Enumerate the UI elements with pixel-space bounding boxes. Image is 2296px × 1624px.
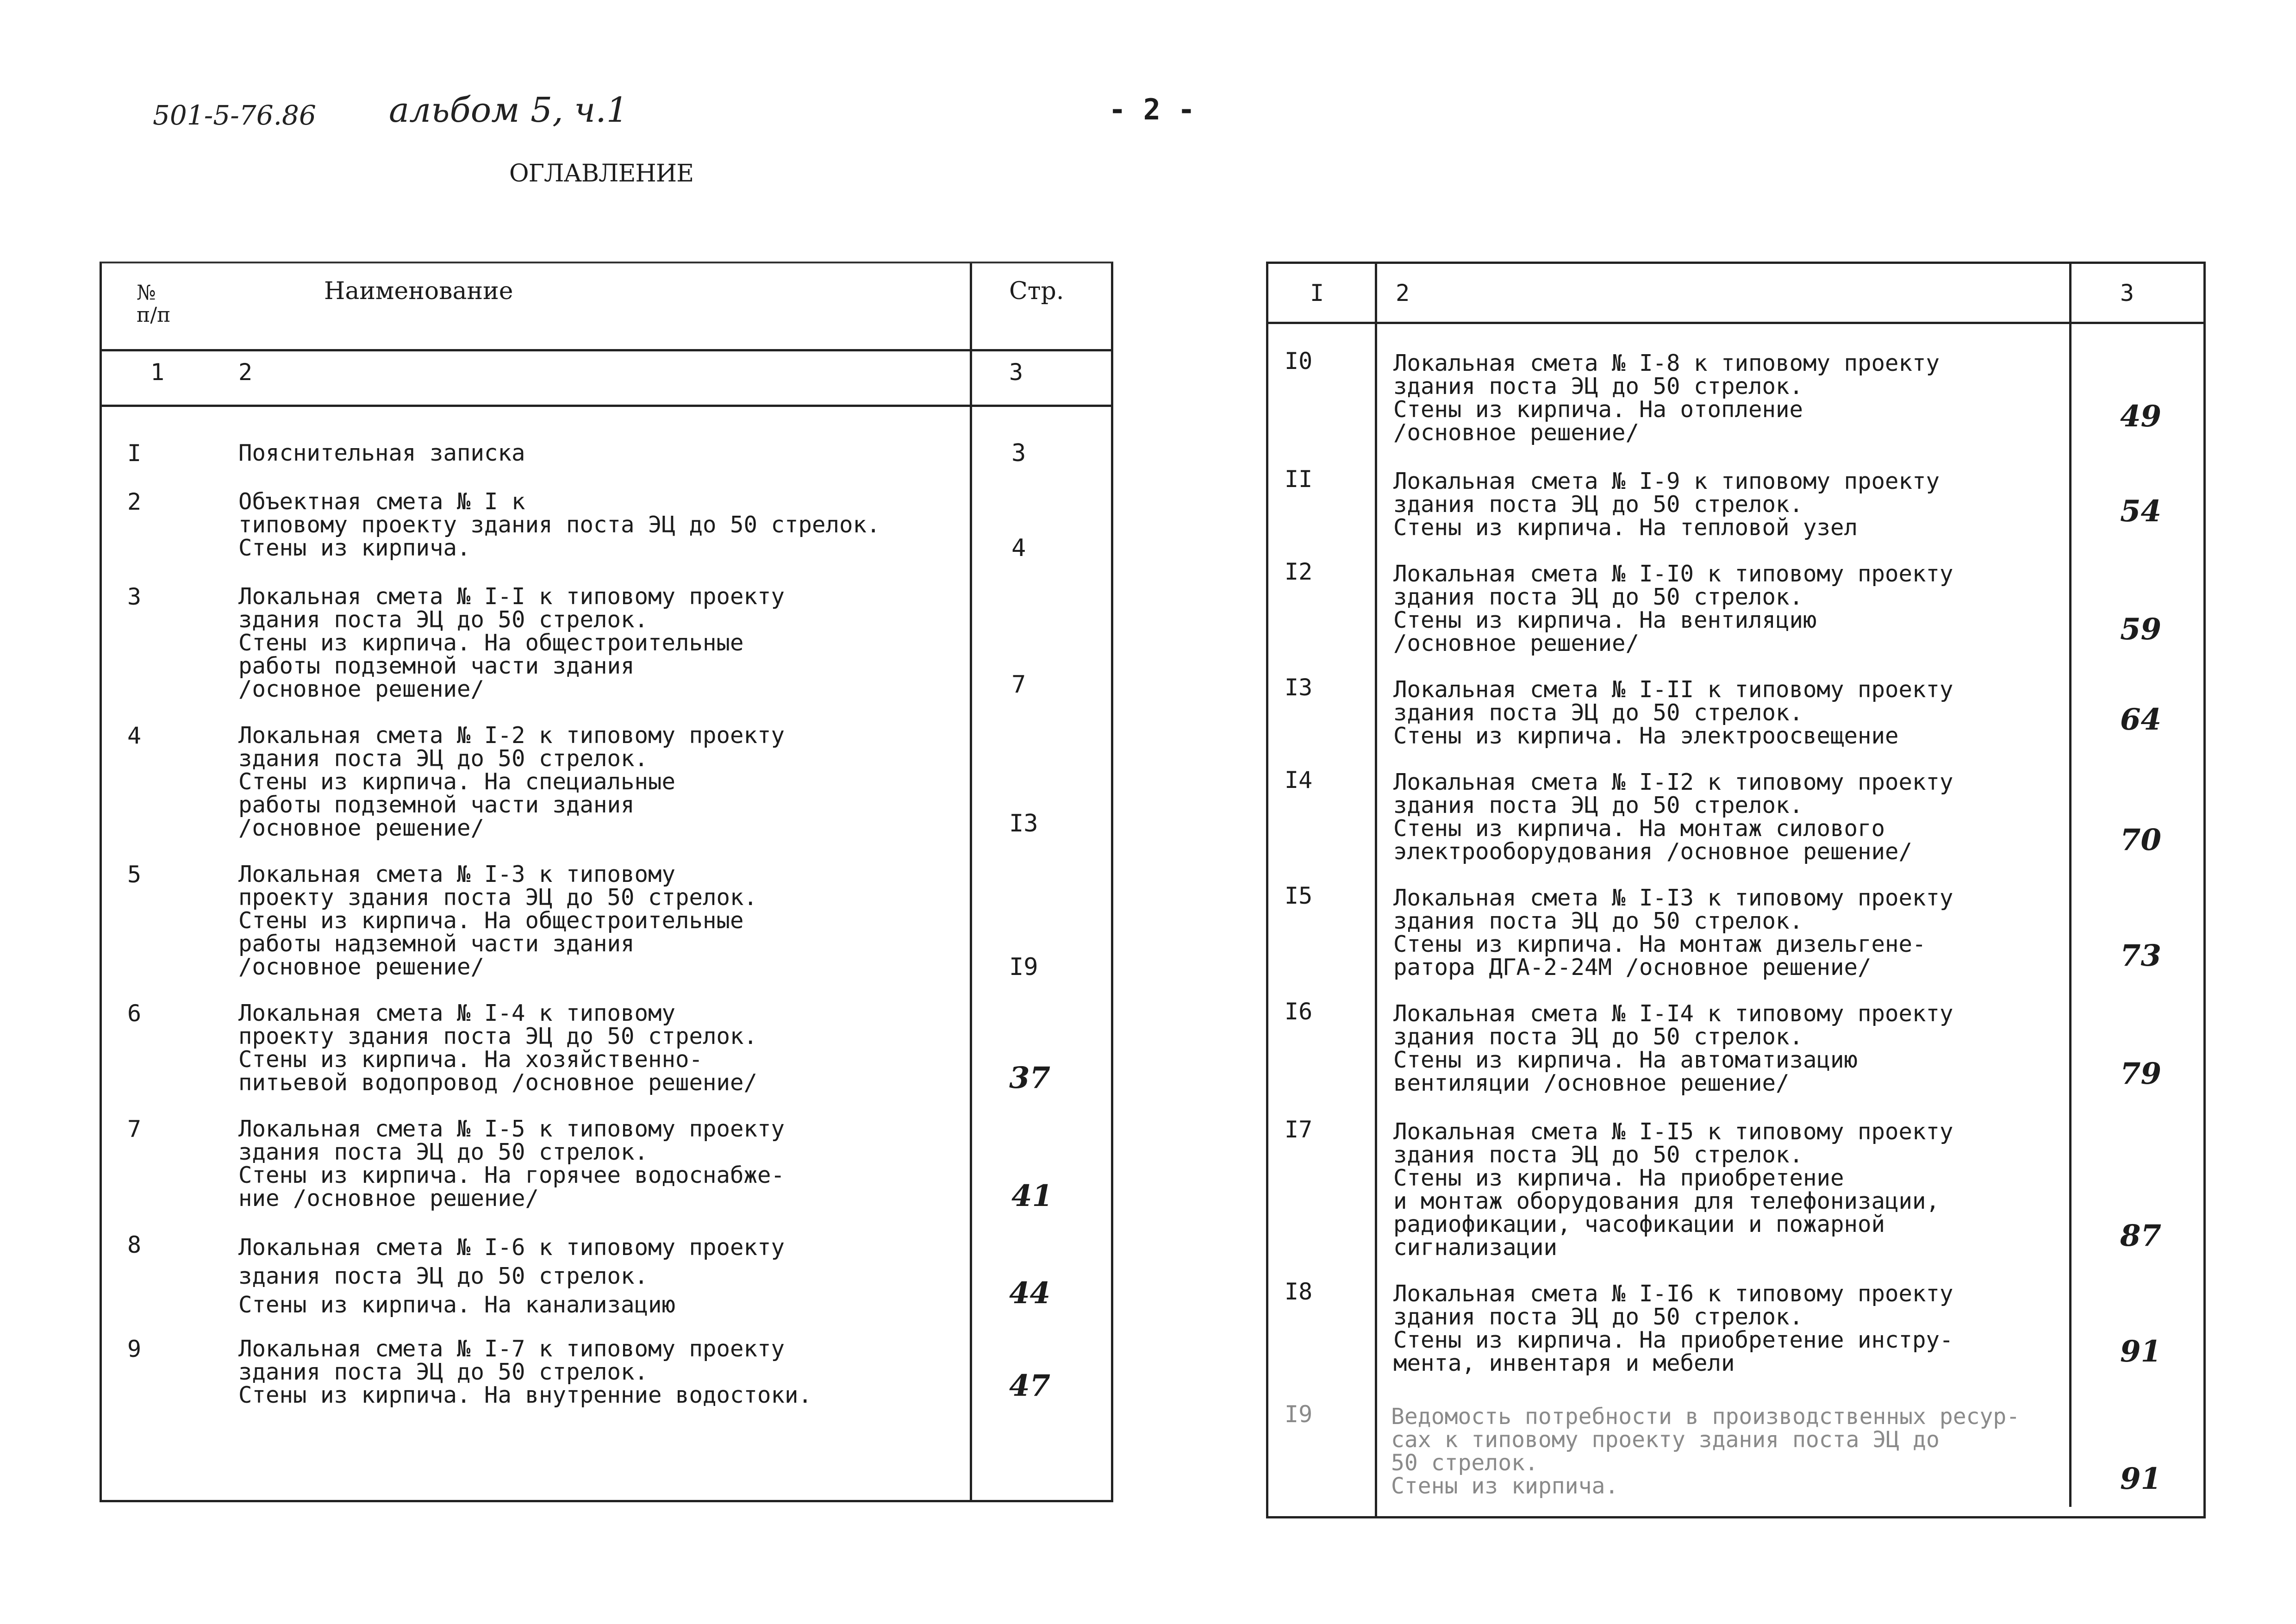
row-name: Локальная смета № I-I3 к типовому проекту здания поста ЭЦ до 50 стрелок. Стены из кирпича. На монтаж дизельгене- ратора ДГА-2-24М /основное решение/	[1393, 885, 1953, 981]
row-number: I4	[1285, 767, 1313, 793]
row-number: I	[127, 440, 142, 467]
row-name: Локальная смета № I-I0 к типовому проекту здания поста ЭЦ до 50 стрелок. Стены из кирпича. На вентиляцию /основное решение/	[1393, 561, 1953, 656]
row-page: 91	[2120, 1462, 2162, 1496]
row-name: Локальная смета № I-I4 к типовому проекту здания поста ЭЦ до 50 стрелок. Стены из кирпича. На автоматизацию вентиляции /основное решение/	[1393, 1000, 1953, 1096]
row-number: 4	[127, 722, 142, 749]
album-label: альбом 5, ч.1	[389, 90, 628, 130]
row-number: I0	[1285, 348, 1313, 375]
row-number: I7	[1285, 1116, 1313, 1143]
row-page: I3	[1009, 810, 1038, 837]
toc-table-right	[1266, 262, 2206, 1518]
row-page: 70	[2120, 823, 2162, 857]
row-name: Локальная смета № I-I6 к типовому проекту здания поста ЭЦ до 50 стрелок. Стены из кирпича. На приобретение инстру- мента, инвентаря и мебели	[1393, 1280, 1953, 1376]
row-number: I5	[1285, 882, 1313, 909]
col-number-2: 2	[238, 359, 253, 386]
row-name: Локальная смета № I-I к типовому проекту здания поста ЭЦ до 50 стрелок. Стены из кирпича. На общестроительные работы подземной части здания /основное решение/	[238, 583, 785, 702]
row-name: Локальная смета № I-9 к типовому проекту здания поста ЭЦ до 50 стрелок. Стены из кирпича. На тепловой узел	[1393, 468, 1940, 541]
col-number-1: I	[1310, 280, 1324, 306]
row-page: 3	[1011, 439, 1026, 467]
row-name: Пояснительная записка	[238, 440, 525, 466]
row-number: I8	[1285, 1278, 1313, 1305]
row-number: I9	[1285, 1401, 1313, 1428]
row-name: Локальная смета № I-3 к типовому проекту здания поста ЭЦ до 50 стрелок. Стены из кирпича. На общестроительные работы надземной части здания /основное решение/	[238, 861, 758, 980]
row-page: 49	[2120, 399, 2162, 434]
row-number: II	[1285, 466, 1313, 493]
column-divider	[970, 263, 972, 1500]
col-number-2: 2	[1396, 280, 1410, 306]
row-name: Локальная смета № I-7 к типовому проекту здания поста ЭЦ до 50 стрелок. Стены из кирпича. На внутренние водостоки.	[238, 1336, 812, 1408]
header-page: Стр.	[1009, 277, 1064, 305]
column-divider	[1375, 264, 1377, 1516]
row-page: I9	[1009, 953, 1038, 981]
col-number-1: 1	[150, 359, 165, 386]
row-name: Локальная смета № I-2 к типовому проекту здания поста ЭЦ до 50 стрелок. Стены из кирпича. На специальные работы подземной части здания /основное решение/	[238, 722, 785, 841]
row-divider	[102, 405, 1111, 407]
row-name: Локальная смета № I-6 к типовому проекту здания поста ЭЦ до 50 стрелок. Стены из кирпича. На канализацию	[238, 1234, 785, 1318]
row-page: 91	[2120, 1334, 2162, 1369]
row-name: Локальная смета № I-5 к типовому проекту здания поста ЭЦ до 50 стрелок. Стены из кирпича. На горячее водоснабже- ние /основное решение/	[238, 1116, 785, 1212]
row-number: 8	[127, 1231, 142, 1258]
row-page: 59	[2120, 612, 2162, 647]
row-page: 7	[1011, 671, 1026, 699]
page-number: - 2 -	[1109, 93, 1195, 126]
row-divider	[1268, 322, 2203, 324]
row-page: 41	[1011, 1179, 1053, 1213]
row-name: Локальная смета № I-4 к типовому проекту здания поста ЭЦ до 50 стрелок. Стены из кирпича. На хозяйственно- питьевой водопровод /основное решение/	[238, 1000, 758, 1096]
row-page: 37	[1009, 1061, 1051, 1095]
row-number: 3	[127, 583, 142, 610]
row-name: Локальная смета № I-8 к типовому проекту здания поста ЭЦ до 50 стрелок. Стены из кирпича. На отопление /основное решение/	[1393, 350, 1940, 446]
toc-table-left	[100, 262, 1113, 1502]
row-number: 6	[127, 1000, 142, 1027]
column-divider	[2069, 264, 2071, 1507]
row-name: Локальная смета № I-I5 к типовому проекту здания поста ЭЦ до 50 стрелок. Стены из кирпича. На приобретение и монтаж оборудования для телефонизации, радиофикации, часофикации и пожарной сигнализации	[1393, 1118, 1953, 1261]
row-page: 73	[2120, 938, 2162, 973]
header-num: № п/п	[137, 281, 171, 327]
row-name: Ведомость потребности в производственных ресур- сах к типовому проекту здания поста ЭЦ до 50 стрелок. Стены из кирпича.	[1391, 1404, 2020, 1499]
row-name: Локальная смета № I-I2 к типовому проекту здания поста ЭЦ до 50 стрелок. Стены из кирпича. На монтаж силового электрооборудования /основное решение/	[1393, 769, 1953, 865]
row-page: 79	[2120, 1056, 2162, 1091]
header-name: Наименование	[324, 277, 513, 305]
row-name: Локальная смета № I-II к типовому проекту здания поста ЭЦ до 50 стрелок. Стены из кирпича. На электроосвещение	[1393, 676, 1953, 749]
row-page: 87	[2120, 1218, 2162, 1253]
row-number: 7	[127, 1116, 142, 1143]
row-name: Объектная смета № I к типовому проекту здания поста ЭЦ до 50 стрелок. Стены из кирпича.	[238, 488, 880, 561]
row-number: I6	[1285, 998, 1313, 1025]
row-number: I3	[1285, 674, 1313, 701]
document-code: 501-5-76.86	[153, 100, 316, 131]
row-number: 2	[127, 488, 142, 515]
row-page: 4	[1011, 534, 1026, 562]
row-number: I2	[1285, 558, 1313, 585]
col-number-3: 3	[1009, 359, 1023, 386]
col-number-3: 3	[2120, 280, 2134, 306]
row-page: 64	[2120, 702, 2162, 737]
row-number: 9	[127, 1336, 142, 1362]
row-divider	[102, 349, 1111, 351]
row-number: 5	[127, 861, 142, 888]
row-page: 54	[2120, 494, 2162, 529]
row-page: 47	[1009, 1368, 1051, 1403]
page-title: ОГЛАВЛЕНИЕ	[509, 160, 694, 187]
row-page: 44	[1009, 1276, 1051, 1311]
